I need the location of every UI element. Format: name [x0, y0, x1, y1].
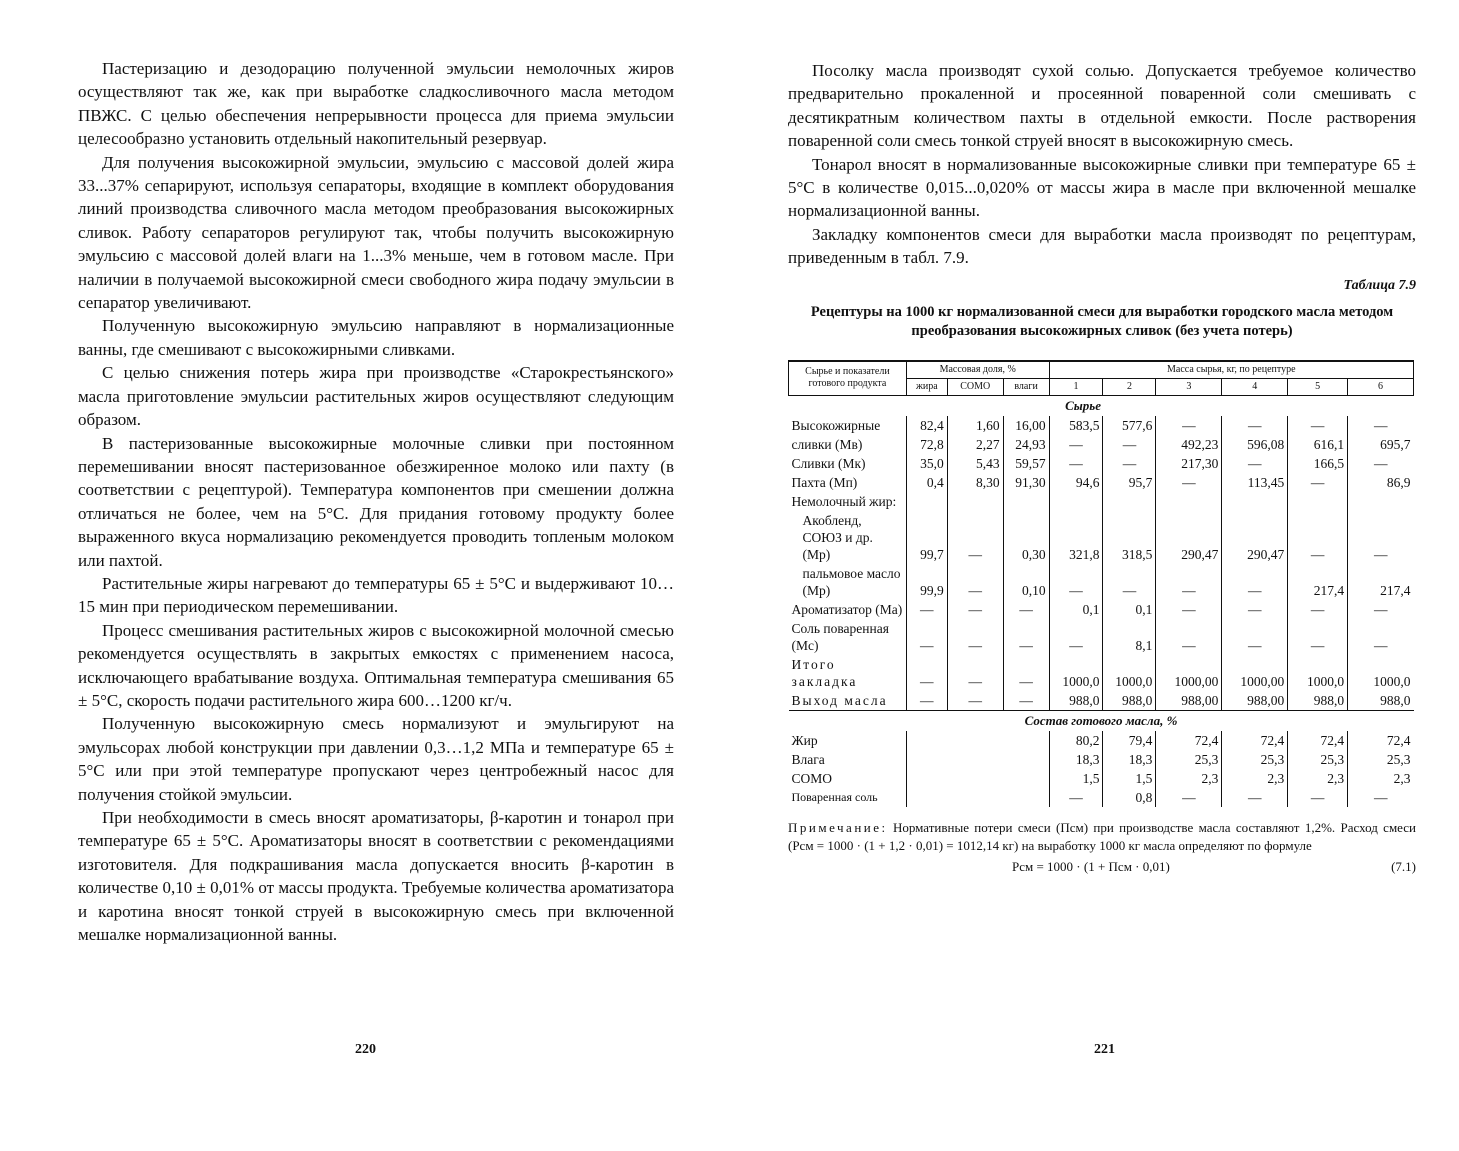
table-cell: —	[906, 655, 947, 691]
formula	[788, 859, 1416, 881]
table-cell: 583,5	[1049, 416, 1103, 435]
table-cell: —	[1348, 600, 1414, 619]
table-cell: —	[1103, 454, 1156, 473]
table-cell: —	[1003, 619, 1049, 655]
paragraph: Полученную высокожирную эмульсию направляют в нормализационные ванны, где смешивают с высокожирными сливками.	[78, 316, 674, 359]
table-cell	[906, 492, 947, 511]
table-cell: 1000,0	[1288, 655, 1348, 691]
table-row	[789, 750, 1414, 769]
table-cell: 1000,00	[1156, 655, 1222, 691]
paragraph: Растительные жиры нагревают до температуры 65 ± 5°С и выдерживают 10…15 мин при периодическом перемешивании.	[78, 573, 674, 617]
table-cell: 80,2	[1049, 731, 1103, 750]
table-cell: —	[947, 619, 1003, 655]
table-cell: 72,4	[1156, 731, 1222, 750]
row-label: Влага	[791, 751, 825, 767]
table-cell: 99,9	[906, 564, 947, 600]
table-cell: —	[1156, 619, 1222, 655]
table-cell: 1000,0	[1049, 655, 1103, 691]
table-cell: 99,7	[906, 511, 947, 564]
paragraph: Посолку масла производят сухой солью. Допускается требуемое количество предварительно прокаленной и просеянной поваренной соли смешивать с десятикратным количеством пахты в отдельной емкости. После растворения поваренной соли смесь тонкой струей вносят в высокожирную смесь.	[788, 61, 1416, 151]
recipe-number: 5	[1288, 378, 1348, 395]
table-cell: 0,30	[1003, 511, 1049, 564]
table-cell: 25,3	[1348, 750, 1414, 769]
row-label: Итого закладка	[791, 656, 858, 689]
row-label: Жир	[791, 732, 818, 748]
table-cell: —	[1049, 454, 1103, 473]
table-cell: 2,3	[1222, 769, 1288, 788]
table-cell: —	[1222, 416, 1288, 435]
table-cell: —	[1288, 416, 1348, 435]
table-cell: —	[947, 655, 1003, 691]
table-row	[789, 731, 1414, 750]
table-cell: 988,0	[1348, 691, 1414, 711]
table-cell	[1348, 492, 1414, 511]
recipe-number: 2	[1103, 378, 1156, 395]
table-cell: 318,5	[1103, 511, 1156, 564]
row-label: Немолочный жир:	[791, 493, 897, 509]
paragraph: Пастеризацию и дезодорацию полученной эмульсии немолочных жиров осуществляют так же, как при выработке сладкосливочного масла методом ПВЖС. С целью обеспечения непрерывности процесса для приема эмульсии целесообразно установить отдельный накопительный резервуар.	[78, 59, 674, 149]
table-cell: 113,45	[1222, 473, 1288, 492]
table-title: Рецептуры на 1000 кг нормализованной смеси для выработки городского масла методом преобразования высокожирных сливок (без учета потерь)	[810, 303, 1394, 339]
page-number: 221	[1094, 1042, 1115, 1057]
table-cell: —	[1288, 619, 1348, 655]
table-cell: 577,6	[1103, 416, 1156, 435]
recipe-number: 3	[1156, 378, 1222, 395]
table-cell: 25,3	[1288, 750, 1348, 769]
formula-number: (7.1)	[1391, 858, 1416, 874]
table-cell	[947, 492, 1003, 511]
table-cell: 988,0	[1049, 691, 1103, 711]
table-row	[789, 564, 1414, 600]
row-label: Ароматизатор (Ма)	[791, 601, 903, 617]
table-row	[789, 473, 1414, 492]
table-cell: —	[1049, 564, 1103, 600]
table-row	[789, 655, 1414, 691]
table-cell: —	[1288, 788, 1348, 807]
table-cell: 72,4	[1222, 731, 1288, 750]
table-row	[789, 511, 1414, 564]
table-cell: 25,3	[1156, 750, 1222, 769]
table-cell: 0,10	[1003, 564, 1049, 600]
table-cell	[1222, 492, 1288, 511]
table-cell: 321,8	[1049, 511, 1103, 564]
table-cell: 988,0	[1288, 691, 1348, 711]
table-row	[789, 691, 1414, 711]
table-cell: —	[906, 600, 947, 619]
table-cell: —	[947, 564, 1003, 600]
table-cell: 988,00	[1222, 691, 1288, 711]
table-cell: 72,4	[1348, 731, 1414, 750]
paragraph: При необходимости в смесь вносят ароматизаторы, β-каротин и тонарол при температуре 65 ± 5°С. Ароматизаторы вносят в соответствии с рекомендациями изготовителя. Для подкрашивания масла допускается вносить β-каротин в количестве 0,10 ± 0,01% от массы продукта. Требуемые количества ароматизатора и каротина вносят тонкой струей в высокожирную смесь при включенной мешалке нормализационной ванны.	[78, 808, 674, 945]
recipe-number: 6	[1348, 378, 1414, 395]
formula-expression: Рсм = 1000 · (1 + Псм · 0,01)	[1012, 858, 1170, 874]
subheader-somo: СОМО	[947, 378, 1003, 395]
table-cell: —	[1156, 564, 1222, 600]
row-label: пальмовое масло (Мр)	[802, 565, 901, 598]
table-cell: 82,4	[906, 416, 947, 435]
table-cell: 217,4	[1348, 564, 1414, 600]
table-cell: 596,08	[1222, 435, 1288, 454]
table-cell: 695,7	[1348, 435, 1414, 454]
table-cell	[1103, 492, 1156, 511]
table-cell: 8,1	[1103, 619, 1156, 655]
row-label: Пахта (Мп)	[791, 474, 858, 490]
table-cell: 0,4	[906, 473, 947, 492]
table-cell: 1000,0	[1103, 655, 1156, 691]
table-cell: —	[947, 691, 1003, 711]
table-cell: 18,3	[1103, 750, 1156, 769]
table-cell: 86,9	[1348, 473, 1414, 492]
table-cell: 18,3	[1049, 750, 1103, 769]
table-cell: 0,1	[1103, 600, 1156, 619]
table-cell: 2,3	[1348, 769, 1414, 788]
table-cell: 492,23	[1156, 435, 1222, 454]
table-cell: —	[1222, 600, 1288, 619]
section-raw: Сырье	[1065, 397, 1101, 413]
table-cell	[1288, 492, 1348, 511]
table-cell: 16,00	[1003, 416, 1049, 435]
table-cell: 95,7	[1103, 473, 1156, 492]
table-cell: —	[1156, 473, 1222, 492]
table-cell: —	[906, 691, 947, 711]
table-cell: 217,30	[1156, 454, 1222, 473]
table-cell	[1003, 492, 1049, 511]
row-label: Выход масла	[789, 691, 907, 711]
empty-cell	[906, 769, 1049, 788]
empty-cell	[906, 731, 1049, 750]
table-cell	[1049, 492, 1103, 511]
row-label: Соль поваренная (Мс)	[791, 620, 889, 653]
table-cell: —	[947, 511, 1003, 564]
row-label: сливки (Мв)	[791, 436, 863, 452]
table-cell: 0,8	[1103, 788, 1156, 807]
table-cell: 91,30	[1003, 473, 1049, 492]
table-cell: 94,6	[1049, 473, 1103, 492]
table-cell: —	[1222, 788, 1288, 807]
paragraph: Тонарол вносят в нормализованные высокожирные сливки при температуре 65 ± 5°С в количестве 0,015...0,020% от массы жира в масле при включенной мешалке нормализационной ванны.	[788, 154, 1416, 221]
table-cell: 2,27	[947, 435, 1003, 454]
row-label: СОМО	[791, 770, 833, 786]
table-cell: —	[1049, 619, 1103, 655]
recipe-number: 4	[1222, 378, 1288, 395]
table-row	[789, 416, 1414, 435]
table-cell: —	[1103, 435, 1156, 454]
row-label: Высокожирные	[791, 417, 881, 433]
table-cell: 0,1	[1049, 600, 1103, 619]
header-mass-share: Массовая доля, %	[906, 361, 1049, 379]
row-label: Сливки (Мк)	[791, 455, 866, 471]
table-cell: 5,43	[947, 454, 1003, 473]
paragraph: Процесс смешивания растительных жиров с высокожирной молочной смесью рекомендуется осуществлять в закрытых емкостях с применением насоса, исключающего врабатывание воздуха. Оптимальная температура смешивания 65 ± 5°С, скорость подачи растительного жира 600…1200 кг/ч.	[78, 620, 674, 710]
table-cell: 59,57	[1003, 454, 1049, 473]
table-cell: 72,8	[906, 435, 947, 454]
table-cell: —	[1222, 564, 1288, 600]
table-row	[789, 492, 1414, 511]
paragraph: Закладку компонентов смеси для выработки масла производят по рецептурам, приведенным в табл. 7.9.	[788, 224, 1416, 268]
table-cell: 988,00	[1156, 691, 1222, 711]
table-cell: —	[1288, 511, 1348, 564]
table-note	[788, 819, 1416, 855]
table-cell: —	[1288, 473, 1348, 492]
left-page	[78, 0, 674, 1151]
table-cell: —	[1348, 511, 1414, 564]
table-row	[789, 600, 1414, 619]
paragraph: В пастеризованные высокожирные молочные сливки при постоянном перемешивании вносят пастеризованное обезжиренное молоко или пахту (в соответствии с рецептурой). Температура компонентов при смешении должна отличаться не более, чем на 5°С. Для придания готовому продукту более выраженного вкуса нормализацию рекомендуется проводить топленым молоком или пахтой.	[78, 433, 674, 570]
section-composition: Состав готового масла, %	[1024, 712, 1178, 728]
right-page	[788, 0, 1416, 1151]
table-cell: —	[906, 619, 947, 655]
note-text: Нормативные потери смеси (Псм) при производстве масла составляют 1,2%. Расход смеси (Рсм = 1000 · (1 + 1,2 · 0,01) = 1012,14 кг) на выработку 1000 кг масла определяют по формуле	[788, 819, 1416, 853]
subheader-fat: жира	[906, 378, 947, 395]
table-cell: 616,1	[1288, 435, 1348, 454]
table-cell: —	[1049, 788, 1103, 807]
empty-cell	[906, 750, 1049, 769]
header-mass-raw: Масса сырья, кг, по рецептуре	[1049, 361, 1413, 379]
table-cell: 79,4	[1103, 731, 1156, 750]
recipe-number: 1	[1049, 378, 1103, 395]
table-cell: 1,5	[1049, 769, 1103, 788]
table-cell: —	[1003, 691, 1049, 711]
paragraph: Полученную высокожирную смесь нормализуют и эмульгируют на эмульсорах любой конструкции при давлении 0,3…1,2 МПа и температуре 65 ± 5°С или при этой температуре пропускают через центробежный насос для получения стойкой эмульсии.	[78, 714, 674, 804]
table-row	[789, 619, 1414, 655]
table-cell: —	[1348, 416, 1414, 435]
table-row	[789, 769, 1414, 788]
table-cell: —	[1049, 435, 1103, 454]
table-cell: 8,30	[947, 473, 1003, 492]
table-cell: —	[1156, 788, 1222, 807]
table-number: Таблица 7.9	[1343, 277, 1416, 293]
table-cell: 1000,00	[1222, 655, 1288, 691]
table-cell: —	[1288, 600, 1348, 619]
page-number: 220	[355, 1042, 376, 1057]
header-name: Сырье и показатели готового продукта	[789, 361, 907, 396]
table-cell: 217,4	[1288, 564, 1348, 600]
table-cell: 1000,0	[1348, 655, 1414, 691]
row-label: Поваренная соль	[791, 789, 878, 804]
table-cell: 1,5	[1103, 769, 1156, 788]
table-cell: —	[1003, 655, 1049, 691]
table-cell: —	[947, 600, 1003, 619]
table-cell: 24,93	[1003, 435, 1049, 454]
table-cell: 25,3	[1222, 750, 1288, 769]
paragraph: С целью снижения потерь жира при производстве «Старокрестьянского» масла приготовление эмульсии растительных жиров осуществляют следующим образом.	[78, 363, 674, 430]
table-cell: —	[1222, 454, 1288, 473]
left-page-text	[78, 57, 674, 946]
table-cell: —	[1156, 416, 1222, 435]
table-cell	[1156, 492, 1222, 511]
table-cell: —	[1103, 564, 1156, 600]
table-cell: —	[1003, 600, 1049, 619]
table-cell: —	[1222, 619, 1288, 655]
table-cell: —	[1156, 600, 1222, 619]
table-cell: 35,0	[906, 454, 947, 473]
table-cell: 1,60	[947, 416, 1003, 435]
table-cell: 988,0	[1103, 691, 1156, 711]
recipe-table	[788, 360, 1414, 807]
table-row	[789, 435, 1414, 454]
table-cell: 290,47	[1222, 511, 1288, 564]
right-page-text	[788, 59, 1416, 270]
table-row	[789, 454, 1414, 473]
raw-section	[789, 395, 1414, 710]
empty-cell	[906, 788, 1049, 807]
table-cell: 166,5	[1288, 454, 1348, 473]
table-cell: —	[1348, 454, 1414, 473]
table-cell: —	[1348, 788, 1414, 807]
table-cell: 2,3	[1156, 769, 1222, 788]
table-row	[789, 788, 1414, 807]
table-cell: 290,47	[1156, 511, 1222, 564]
note-label: Примечание:	[788, 819, 888, 835]
composition-section	[789, 710, 1414, 807]
table-cell: 2,3	[1288, 769, 1348, 788]
row-label: Акобленд, СОЮЗ и др. (Мр)	[802, 512, 873, 562]
subheader-moisture: влаги	[1003, 378, 1049, 395]
table-cell: —	[1348, 619, 1414, 655]
paragraph: Для получения высокожирной эмульсии, эмульсию с массовой долей жира 33...37% сепарируют, используя сепараторы, входящие в комплект оборудования линий производства сливочного масла методом преобразования высокожирных сливок. Работу сепараторов регулируют так, чтобы получить высокожирную эмульсию с массовой долей влаги на 1...3% меньше, чем в готовом масле. При наличии в получаемой высокожирной смеси свободного жира подачу эмульсии в сепаратор увеличивают.	[78, 152, 674, 313]
table-cell: 72,4	[1288, 731, 1348, 750]
